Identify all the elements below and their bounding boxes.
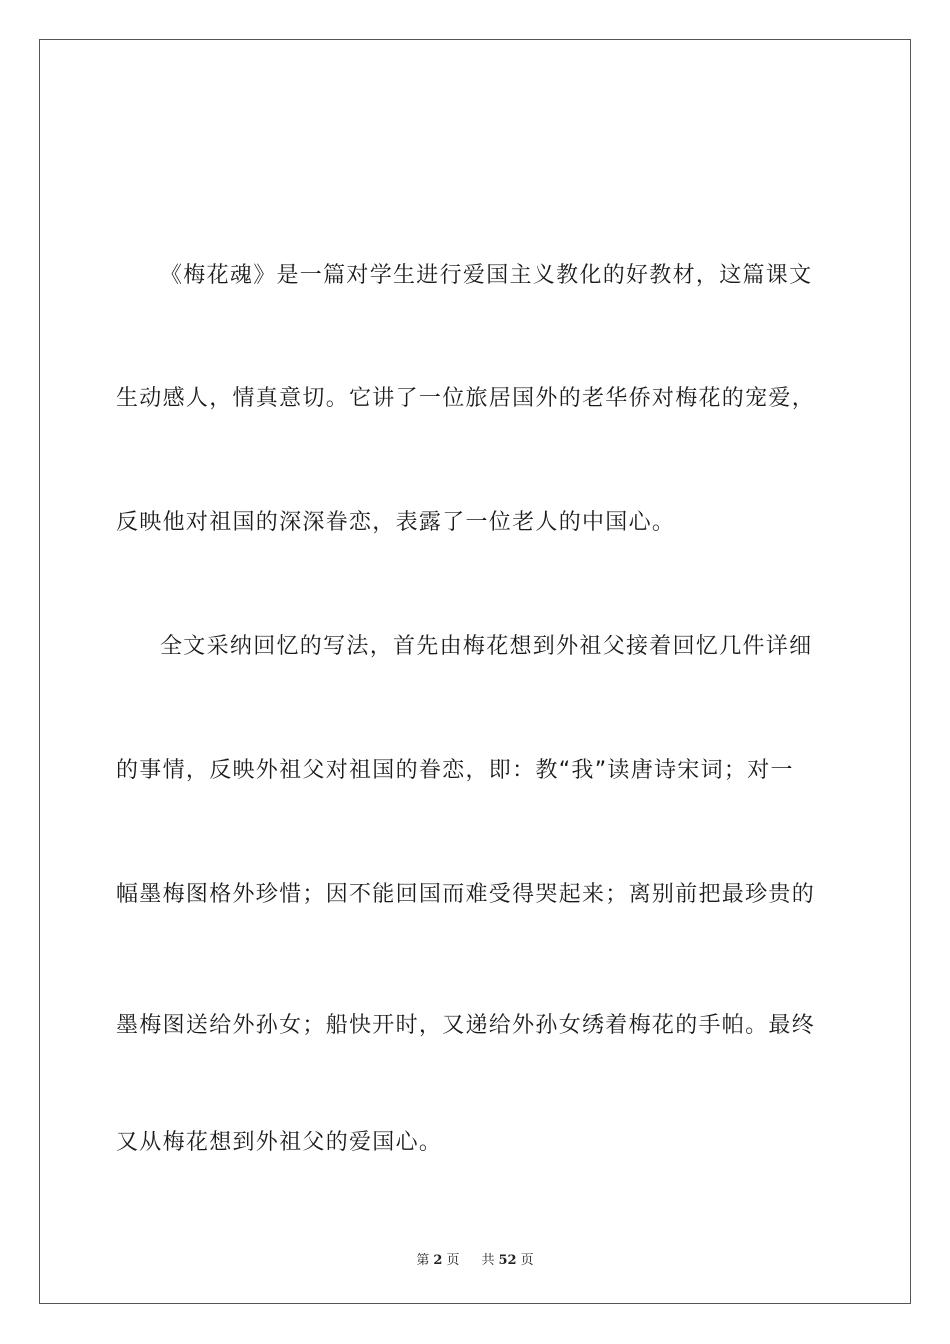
total-prefix: 共: [481, 1253, 495, 1268]
paragraph-line: 幅墨梅图格外珍惜；因不能回国而难受得哭起来；离别前把最珍贵的: [116, 882, 816, 907]
total-pages: 52: [498, 1253, 517, 1268]
page-number: 2: [433, 1253, 443, 1268]
paragraph-line: 全文采纳回忆的写法，首先由梅花想到外祖父接着回忆几件详细: [160, 634, 813, 659]
paragraph-line: 墨梅图送给外孙女；船快开时，又递给外孙女绣着梅花的手帕。最终: [116, 1013, 816, 1038]
paragraph-line: 生动感人，情真意切。它讲了一位旅居国外的老华侨对梅花的宠爱，: [116, 386, 816, 411]
page-suffix: 页: [446, 1253, 460, 1268]
paragraph-line: 的事情，反映外祖父对祖国的眷恋，即：教“我”读唐诗宋词；对一: [116, 758, 794, 783]
page-border: [39, 39, 911, 1304]
total-suffix: 页: [520, 1253, 534, 1268]
page-footer: [0, 1249, 950, 1268]
paragraph-line: 又从梅花想到外祖父的爱国心。: [116, 1130, 443, 1155]
paragraph-line: 反映他对祖国的深深眷恋，表露了一位老人的中国心。: [116, 510, 676, 535]
paragraph-line: 《梅花魂》是一篇对学生进行爱国主义教化的好教材，这篇课文: [160, 263, 813, 288]
page-prefix: 第: [416, 1253, 430, 1268]
